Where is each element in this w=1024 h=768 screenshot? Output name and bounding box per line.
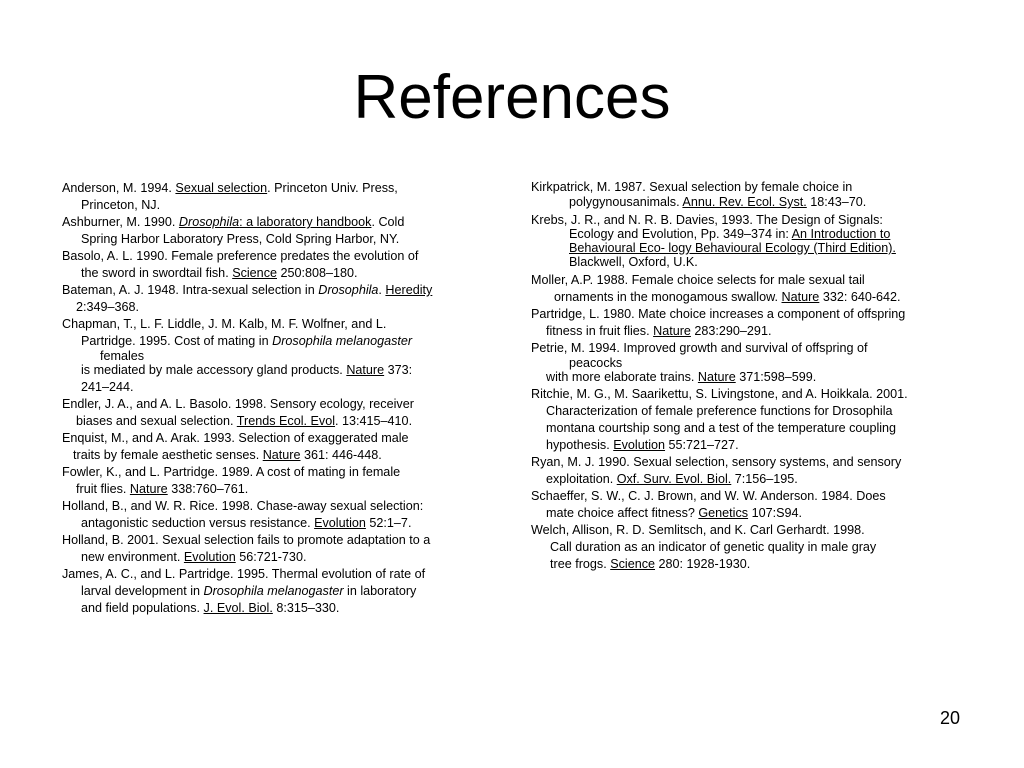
reference-link[interactable]: Behavioural Eco- logy Behavioural Ecology (Third Edition). bbox=[569, 241, 896, 255]
reference-link[interactable]: Heredity bbox=[385, 283, 433, 297]
reference-link[interactable]: Drosophila bbox=[178, 215, 240, 229]
reference-petrie: Petrie, M. 1994. Improved growth and survival of offspring of peacocks with more elaborate trains. Nature 371:598–599. bbox=[531, 341, 868, 384]
reference-link[interactable]: : a laboratory handbook bbox=[239, 215, 372, 229]
reference-fowler: Fowler, K., and L. Partridge. 1989. A cost of mating in female fruit flies. Nature 338:760–761. bbox=[62, 465, 401, 496]
reference-link[interactable]: Nature bbox=[697, 370, 736, 384]
reference-link[interactable]: Evolution bbox=[613, 438, 666, 452]
reference-james: James, A. C., and L. Partridge. 1995. Thermal evolution of rate of larval development in Drosophila melanogaster in laboratory and field populations. J. Evol. Biol. 8:315–330. bbox=[62, 567, 426, 615]
reference-endler: Endler, J. A., and A. L. Basolo. 1998. Sensory ecology, receiver biases and sexual selection. Trends Ecol. Evol. 13:415–410. bbox=[62, 397, 414, 428]
reference-kirkpatrick: Kirkpatrick, M. 1987. Sexual selection by female choice in polygynousanimals. Annu. Rev. Ecol. Syst. 18:43–70. bbox=[531, 180, 867, 209]
reference-link[interactable]: Nature bbox=[262, 448, 301, 462]
reference-bateman: Bateman, A. J. 1948. Intra-sexual selection in Drosophila. Heredity 2:349–368. bbox=[62, 283, 433, 314]
reference-link[interactable]: Nature bbox=[129, 482, 168, 496]
reference-ritchie: Ritchie, M. G., M. Saarikettu, S. Livingstone, and A. Hoikkala. 2001. Characterization of female preference functions for Drosophila montana courtship song and a test of the temperature coupling hypothesis. Evolution 55:721–727. bbox=[531, 387, 908, 452]
reference-link[interactable]: Nature bbox=[653, 324, 691, 338]
reference-link[interactable]: An Introduction to bbox=[791, 227, 891, 241]
reference-link[interactable]: Sexual selection bbox=[175, 181, 268, 195]
reference-link[interactable]: Nature bbox=[781, 290, 820, 304]
reference-partridge: Partridge, L. 1980. Mate choice increases a component of offspring fitness in fruit flies. Nature 283:290–291. bbox=[531, 307, 906, 338]
slide-title: References bbox=[353, 63, 671, 132]
reference-enquist: Enquist, M., and A. Arak. 1993. Selection of exaggerated male traits by female aesthetic senses. Nature 361: 446-448. bbox=[62, 431, 409, 462]
reference-schaeffer: Schaeffer, S. W., C. J. Brown, and W. W. Anderson. 1984. Does mate choice affect fitness? Genetics 107:S94. bbox=[531, 489, 886, 520]
reference-ashburner: Ashburner, M. 1990. Drosophila: a laboratory handbook. Cold Spring Harbor Laboratory Press, Cold Spring Harbor, NY. bbox=[62, 215, 405, 246]
reference-link[interactable]: Evolution bbox=[314, 516, 366, 530]
reference-link[interactable]: Science bbox=[610, 557, 656, 571]
reference-link[interactable]: Oxf. Surv. Evol. Biol. bbox=[616, 472, 732, 486]
reference-link[interactable]: Genetics bbox=[698, 506, 749, 520]
reference-link[interactable]: Annu. Rev. Ecol. Syst. bbox=[682, 195, 807, 209]
references-left-column bbox=[62, 180, 507, 617]
reference-chapman: Chapman, T., L. F. Liddle, J. M. Kalb, M. F. Wolfner, and L. Partridge. 1995. Cost of mating in Drosophila melanogaster females is mediated by male accessory gland products. Nature 373: 241–244. bbox=[62, 317, 413, 394]
reference-anderson: Anderson, M. 1994. Sexual selection. Princeton Univ. Press, Princeton, NJ. bbox=[62, 181, 398, 212]
reference-krebs: Krebs, J. R., and N. R. B. Davies, 1993. The Design of Signals: Ecology and Evolution, Pp. 349–374 in: An Introduction to Behavioural Eco- logy Behavioural Ecology (Third Edition). Blackwell, Oxford, U.K. bbox=[531, 213, 976, 269]
reference-holland-1998: Holland, B., and W. R. Rice. 1998. Chase-away sexual selection: antagonistic seduction versus resistance. Evolution 52:1–7. bbox=[62, 499, 424, 530]
references-right-column bbox=[531, 180, 976, 573]
reference-link[interactable]: Evolution bbox=[183, 550, 236, 564]
reference-moller: Moller, A.P. 1988. Female choice selects for male sexual tail ornaments in the monogamous swallow. Nature 332: 640-642. bbox=[531, 273, 901, 304]
reference-holland-2001: Holland, B. 2001. Sexual selection fails to promote adaptation to a new environment. Evolution 56:721-730. bbox=[62, 533, 431, 564]
reference-link[interactable]: J. Evol. Biol. bbox=[203, 601, 273, 615]
reference-welch: Welch, Allison, R. D. Semlitsch, and K. Carl Gerhardt. 1998. Call duration as an indicator of genetic quality in male gray tree frogs. Science 280: 1928-1930. bbox=[531, 523, 877, 571]
reference-link[interactable]: Trends Ecol. Evol bbox=[236, 414, 336, 428]
reference-link[interactable]: Nature bbox=[346, 363, 385, 377]
reference-link[interactable]: Science bbox=[232, 266, 277, 280]
reference-ryan: Ryan, M. J. 1990. Sexual selection, sensory systems, and sensory exploitation. Oxf. Surv. Evol. Biol. 7:156–195. bbox=[531, 455, 902, 486]
reference-basolo: Basolo, A. L. 1990. Female preference predates the evolution of the sword in swordtail fish. Science 250:808–180. bbox=[62, 249, 419, 280]
page-number: 20 bbox=[940, 708, 961, 728]
